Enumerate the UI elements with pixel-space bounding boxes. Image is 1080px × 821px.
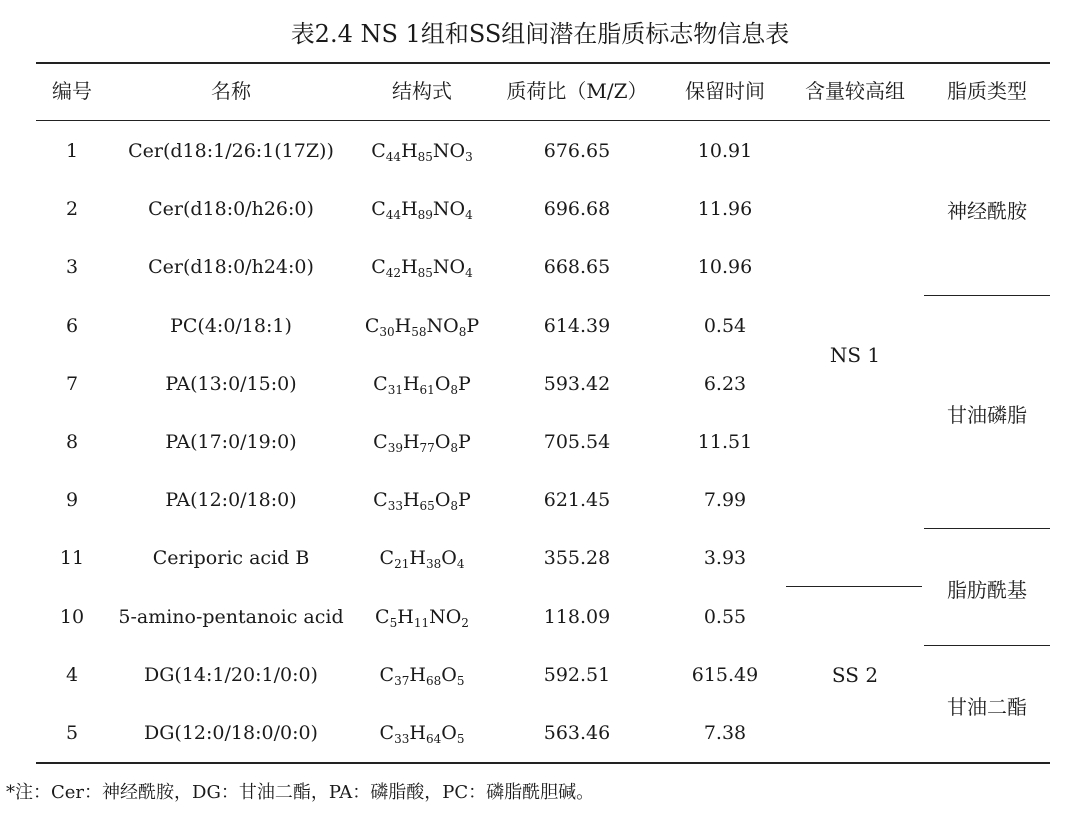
formula-element: P [466, 314, 480, 337]
cell-mz: 355.28 [543, 547, 611, 570]
formula-subscript: 4 [465, 266, 473, 281]
cell-id: 7 [65, 372, 79, 395]
cell-name: Cer(d18:1/26:1(17Z)) [128, 140, 334, 162]
formula-subscript: 8 [450, 441, 459, 455]
cell-mz: 118.09 [543, 605, 611, 628]
cell-mz: 614.39 [543, 314, 611, 337]
lipid-type-ceramide: 神经酰胺 [947, 198, 1027, 223]
bottom-rule [36, 762, 1050, 764]
cell-mz: 696.68 [543, 198, 611, 221]
cell-mz: 592.51 [543, 663, 611, 686]
formula-subscript: 44 [385, 208, 402, 223]
cell-mz: 676.65 [543, 140, 611, 162]
formula-subscript: 33 [387, 499, 403, 514]
cell-retention-time: 11.51 [697, 431, 753, 453]
cell-retention-time: 10.96 [697, 256, 753, 279]
cell-retention-time: 7.38 [703, 722, 747, 744]
lipid-type-glycerophospholipid: 甘油磷脂 [947, 402, 1027, 427]
formula-subscript: 8 [458, 324, 467, 339]
header-rule [36, 120, 1050, 121]
formula-element: NO [429, 605, 462, 628]
cell-name: PA(17:0/19:0) [165, 431, 297, 453]
formula-element: O [441, 722, 457, 744]
formula-element: C [371, 198, 386, 221]
formula-subscript: 39 [387, 441, 403, 455]
cell-formula [354, 297, 490, 355]
formula-subscript: 11 [413, 615, 430, 630]
formula-element: C [375, 605, 390, 628]
cell-name: PA(12:0/18:0) [165, 489, 297, 512]
cell-formula [354, 413, 490, 471]
formula-subscript: 77 [419, 441, 435, 455]
formula-element: C [373, 431, 388, 453]
formula-element: C [373, 372, 388, 395]
formula-element: C [379, 547, 395, 570]
formula-subscript: 68 [425, 673, 442, 688]
formula-element: P [458, 372, 471, 395]
cell-retention-time: 11.96 [697, 198, 753, 221]
header-formula: 结构式 [392, 79, 452, 103]
formula-element: H [402, 431, 420, 453]
header-name: 名称 [211, 79, 251, 103]
formula-element: H [394, 314, 412, 337]
formula-subscript: 85 [417, 150, 433, 164]
formula-element: NO [432, 198, 466, 221]
lipid-type-diglyceride: 甘油二酯 [947, 694, 1027, 719]
cell-mz: 563.46 [543, 722, 611, 744]
formula-subscript: 31 [387, 382, 403, 397]
formula-element: NO [432, 140, 466, 162]
formula-subscript: 8 [450, 382, 459, 397]
formula-subscript: 38 [425, 557, 442, 572]
lipid-type-fatty-acyl: 脂肪酰基 [947, 577, 1027, 602]
formula-subscript: 3 [465, 150, 473, 164]
formula-subscript: 89 [417, 208, 433, 223]
formula-element: C [379, 722, 395, 744]
formula-element: O [441, 663, 457, 686]
cell-formula [354, 180, 490, 238]
formula-element: H [409, 722, 426, 744]
cell-id: 2 [65, 198, 79, 221]
cell-retention-time: 7.99 [703, 489, 747, 512]
cell-formula [354, 646, 490, 704]
cell-mz: 621.45 [543, 489, 611, 512]
formula-subscript: 5 [456, 732, 465, 746]
cell-id: 4 [65, 663, 79, 686]
table-caption: 表2.4 NS 1组和SS组间潜在脂质标志物信息表 [290, 20, 790, 48]
formula-subscript: 61 [419, 382, 435, 397]
formula-element: H [401, 198, 418, 221]
formula-subscript: 33 [394, 732, 410, 746]
cell-retention-time: 10.91 [697, 140, 753, 162]
cell-formula [354, 355, 490, 413]
formula-subscript: 64 [425, 732, 442, 746]
formula-element: H [401, 140, 418, 162]
cell-id: 8 [65, 431, 79, 453]
cell-retention-time: 6.23 [703, 372, 747, 395]
formula-subscript: 37 [394, 673, 410, 688]
formula-subscript: 4 [465, 208, 473, 223]
formula-subscript: 8 [450, 499, 459, 514]
formula-element: H [409, 547, 426, 570]
cell-name: 5-amino-pentanoic acid [118, 605, 344, 628]
cell-mz: 593.42 [543, 372, 611, 395]
formula-element: P [458, 489, 471, 512]
formula-subscript: 21 [394, 557, 410, 572]
cell-retention-time: 0.54 [703, 314, 747, 337]
cell-name: PC(4:0/18:1) [170, 314, 292, 337]
header-lipid-type: 脂质类型 [947, 79, 1027, 103]
cell-id: 11 [59, 547, 85, 570]
cell-name: DG(14:1/20:1/0:0) [144, 663, 318, 686]
cell-formula [354, 471, 490, 529]
formula-element: O [434, 431, 451, 453]
formula-element: H [401, 256, 418, 279]
cell-retention-time: 0.55 [703, 605, 747, 628]
formula-element: O [434, 372, 451, 395]
cell-name: Cer(d18:0/h26:0) [148, 198, 314, 221]
cell-retention-time: 615.49 [691, 663, 759, 686]
formula-element: H [409, 663, 426, 686]
header-id: 编号 [52, 79, 92, 103]
formula-element: H [397, 605, 414, 628]
formula-element: C [371, 256, 386, 279]
formula-element: O [434, 489, 451, 512]
formula-subscript: 85 [417, 266, 433, 281]
cell-name: Cer(d18:0/h24:0) [148, 256, 314, 279]
cell-formula [354, 529, 490, 587]
formula-subscript: 5 [456, 673, 465, 688]
group-ns1: NS 1 [829, 343, 881, 367]
formula-subscript: 4 [456, 557, 465, 572]
cell-formula [354, 588, 490, 646]
formula-subscript: 2 [461, 615, 469, 630]
cell-name: DG(12:0/18:0/0:0) [144, 722, 318, 744]
header-higher-group: 含量较高组 [805, 79, 905, 103]
cell-id: 3 [65, 256, 79, 279]
cell-id: 6 [65, 314, 79, 337]
header-retention-time: 保留时间 [685, 79, 765, 103]
formula-subscript: 58 [411, 324, 427, 339]
cell-id: 10 [59, 605, 85, 628]
formula-element: H [402, 489, 420, 512]
formula-element: C [379, 663, 395, 686]
formula-element: C [364, 314, 380, 337]
cell-formula [354, 704, 490, 762]
cell-mz: 705.54 [543, 431, 611, 453]
formula-subscript: 30 [379, 324, 395, 339]
formula-subscript: 65 [419, 499, 435, 514]
cell-id: 1 [65, 140, 79, 162]
formula-element: NO [432, 256, 466, 279]
formula-subscript: 44 [385, 150, 402, 164]
formula-element: O [441, 547, 457, 570]
cell-formula [354, 122, 490, 180]
formula-element: NO [426, 314, 459, 337]
cell-name: PA(13:0/15:0) [165, 372, 297, 395]
formula-element: H [402, 372, 420, 395]
formula-element: P [458, 431, 471, 453]
cell-id: 5 [65, 722, 79, 744]
cell-name: Ceriporic acid B [152, 547, 310, 570]
cell-mz: 668.65 [543, 256, 611, 279]
cell-id: 9 [65, 489, 79, 512]
formula-subscript: 5 [389, 615, 398, 630]
header-mz: 质荷比（M/Z） [506, 79, 648, 103]
formula-subscript: 42 [385, 266, 402, 281]
formula-element: C [371, 140, 386, 162]
cell-formula [354, 238, 490, 296]
group-ss2: SS 2 [831, 663, 879, 687]
cell-retention-time: 3.93 [703, 547, 747, 570]
formula-element: C [373, 489, 388, 512]
table-footnote: *注：Cer：神经酰胺，DG：甘油二酯，PA：磷脂酸，PC：磷脂酰胆碱。 [6, 782, 595, 803]
